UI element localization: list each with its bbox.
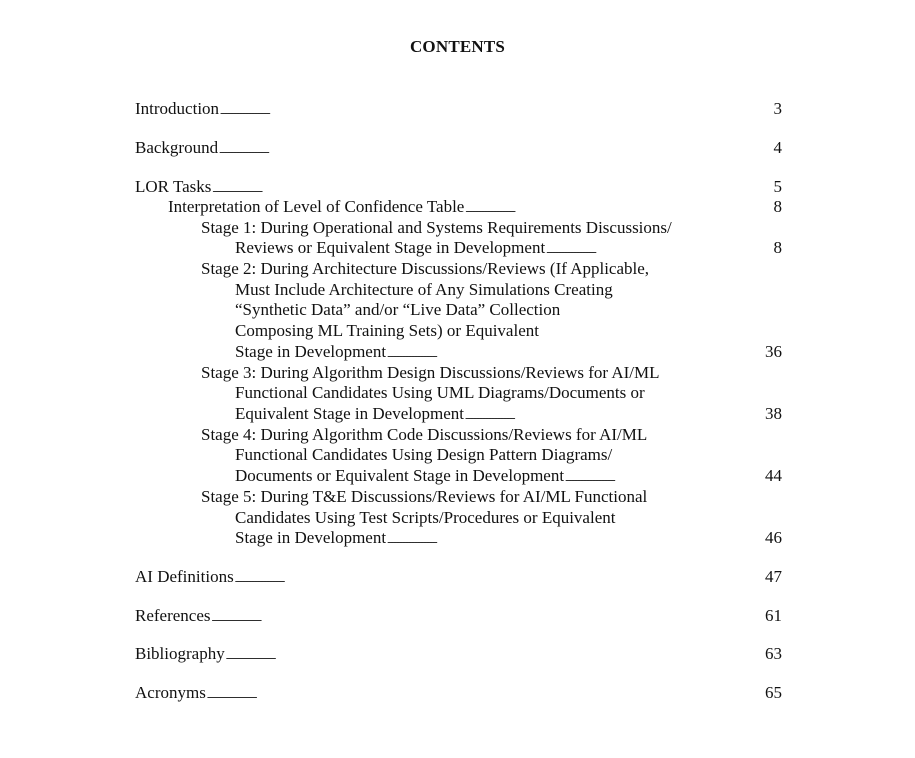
toc-entry-bibliography[interactable] [135,643,782,664]
toc-entry-label: Interpretation of Level of Confidence Table [168,197,465,216]
toc-entry-line [235,237,782,258]
dot-leader [387,341,762,362]
toc-page-number: 44 [765,466,782,485]
dot-leader [226,643,762,664]
toc-page-number: 36 [765,342,782,361]
dot-leader [212,176,770,197]
toc-entry-references[interactable] [135,605,782,626]
toc-entry-acronyms[interactable] [135,682,782,703]
toc-page-number: 5 [773,177,782,196]
toc-entry-label: Acronyms [135,683,206,702]
toc-entry-label: AI Definitions [135,567,234,586]
toc-entry-label: Must Include Architecture of Any Simulations Creating [235,280,613,299]
dot-leader [219,137,770,158]
dot-leader [212,605,762,626]
toc-entry-label: Stage 3: During Algorithm Design Discussions/Reviews for AI/ML [201,363,660,382]
toc-entry-label: References [135,606,211,625]
toc-page-number: 3 [773,99,782,118]
toc-page-number: 46 [765,528,782,547]
toc-entry-lor-tasks[interactable] [135,176,782,197]
toc-entry-interpretation-table[interactable] [168,196,782,217]
toc-entry-line [201,217,782,238]
toc-entry-label: “Synthetic Data” and/or “Live Data” Collection [235,300,561,319]
toc-entry-introduction[interactable] [135,98,782,119]
toc-entry-label: Stage 2: During Architecture Discussions/Reviews (If Applicable, [201,259,650,278]
toc-page-number: 8 [773,238,782,257]
toc-entry-label: Stage in Development [235,342,387,361]
dot-leader [235,566,762,587]
toc-entry-label: Functional Candidates Using Design Pattern Diagrams/ [235,445,613,464]
dot-leader [546,237,770,258]
toc-entry-ai-definitions[interactable] [135,566,782,587]
toc-page-number: 47 [765,567,782,586]
dot-leader [465,403,762,424]
toc-entry-label: Background [135,138,219,157]
toc-entry-line [201,486,782,507]
toc-entry-label: Candidates Using Test Scripts/Procedures or Equivalent [235,508,616,527]
toc-entry-label: Introduction [135,99,220,118]
page-title: CONTENTS [409,37,506,56]
toc-page-number: 4 [773,138,782,157]
dot-leader [207,682,762,703]
toc-entry-label: Reviews or Equivalent Stage in Development [235,238,546,257]
toc-entry-label: Functional Candidates Using UML Diagrams/Documents or [235,383,645,402]
toc-entry-line [235,382,782,403]
toc-entry-label: Bibliography [135,644,225,663]
toc-page-number: 38 [765,404,782,423]
toc-entry-label: Stage 5: During T&E Discussions/Reviews for AI/ML Functional [201,487,648,506]
toc-entry-line [235,507,782,528]
toc-entry-line [201,258,782,279]
toc-entry-label: Stage 1: During Operational and Systems Requirements Discussions/ [201,218,672,237]
toc-page-number: 63 [765,644,782,663]
toc-entry-line [201,362,782,383]
toc-page-number: 65 [765,683,782,702]
toc-entry-background[interactable] [135,137,782,158]
toc-entry-label: Composing ML Training Sets) or Equivalent [235,321,539,340]
toc-entry-line [235,341,782,362]
toc-entry-label: Stage in Development [235,528,387,547]
dot-leader [465,196,770,217]
dot-leader [387,527,762,548]
toc-entry-label: LOR Tasks [135,177,212,196]
toc-entry-line [235,444,782,465]
toc-entry-line [235,320,782,341]
toc-entry-label: Equivalent Stage in Development [235,404,464,423]
toc-entry-line [235,403,782,424]
toc-entry-line [201,424,782,445]
toc-entry-line [235,299,782,320]
toc-entry-label: Documents or Equivalent Stage in Development [235,466,565,485]
toc-entry-line [235,465,782,486]
dot-leader [565,465,762,486]
toc-entry-line [235,527,782,548]
toc-page-number: 8 [773,197,782,216]
dot-leader [220,98,770,119]
toc-entry-line [235,279,782,300]
toc-entry-label: Stage 4: During Algorithm Code Discussions/Reviews for AI/ML [201,425,648,444]
toc-page-number: 61 [765,606,782,625]
